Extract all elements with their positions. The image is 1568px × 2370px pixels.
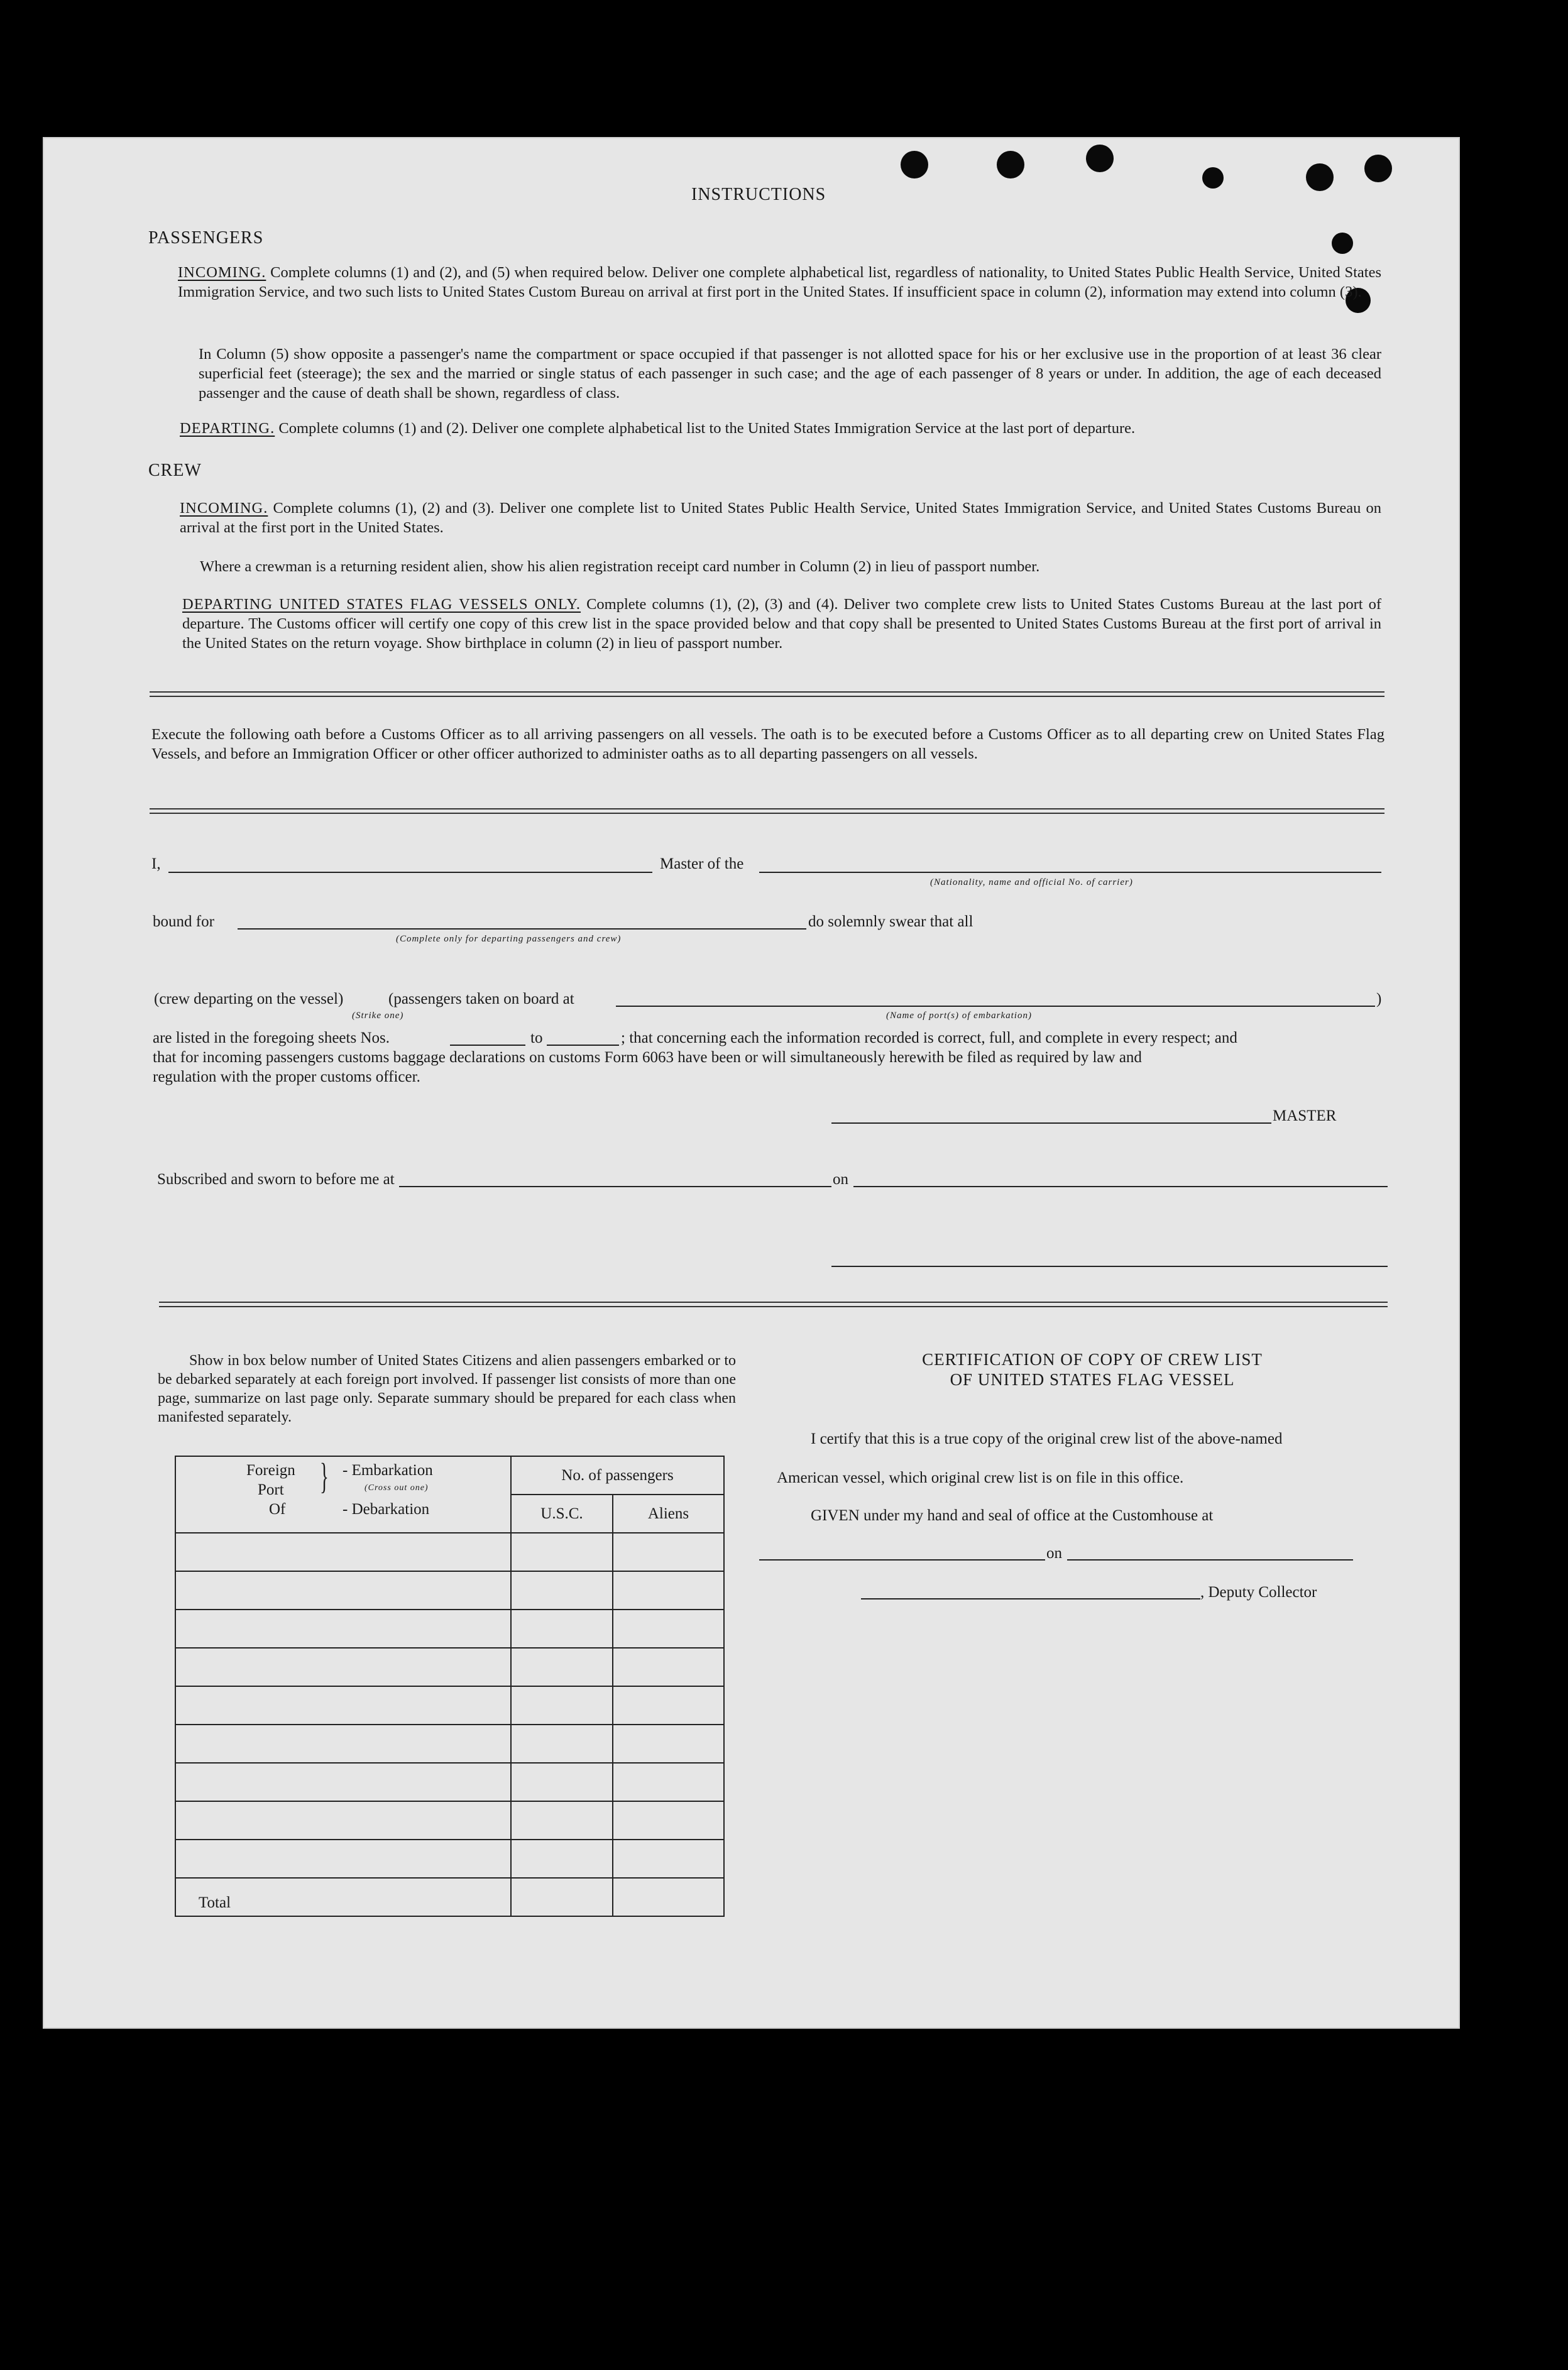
certification-heading-1: CERTIFICATION OF COPY OF CREW LIST (922, 1350, 1263, 1369)
double-rule (150, 808, 1384, 814)
flag-vessels-text: Complete columns (1), (2), (3) and (4). Deliver two complete crew lists to United States Customs Bureau at the last port of departure. The Customs officer will certify one copy of this crew list in the space provided below and that copy shall be presented to United States Customs Bureau at the first port of arrival in the United States on the return voyage. Show birthplace in column (2) in lieu of passport number. (182, 596, 1381, 652)
summary-row (175, 1686, 724, 1725)
passengers-departing-text: Complete columns (1) and (2). Deliver one complete alphabetical list to the United States Immigration Service at the last port of departure. (278, 420, 1136, 437)
summary-row (175, 1763, 724, 1801)
of-label: Of (269, 1501, 286, 1518)
summary-instruction: Show in box below number of United States Citizens and alien passengers embarked or to be debarked separately at each foreign port involved. If passenger list consists of more than one page, summarize on last page only. Separate summary should be prepared for each class when manifested separately. (158, 1352, 736, 1425)
certification-on-label: on (1046, 1545, 1062, 1562)
embarkation-port-field[interactable] (616, 1006, 1375, 1007)
usc-cell[interactable] (511, 1686, 613, 1725)
usc-cell[interactable] (511, 1840, 613, 1878)
aliens-cell[interactable] (613, 1610, 724, 1648)
customhouse-field[interactable] (759, 1559, 1045, 1561)
master-name-field[interactable] (168, 872, 652, 873)
punch-hole (997, 151, 1024, 178)
carrier-field[interactable] (759, 872, 1381, 873)
total-aliens-cell[interactable] (613, 1878, 724, 1916)
port-cell[interactable] (175, 1686, 511, 1725)
aliens-cell[interactable] (613, 1840, 724, 1878)
port-cell[interactable] (175, 1763, 511, 1801)
cross-out-caption: (Cross out one) (365, 1483, 429, 1493)
usc-cell[interactable] (511, 1801, 613, 1840)
passengers-taken-option[interactable]: (passengers taken on board at (388, 990, 574, 1007)
on-label: on (833, 1171, 848, 1188)
flag-vessels-label: DEPARTING UNITED STATES FLAG VESSELS ONLY. (182, 596, 581, 613)
crew-incoming-text: Complete columns (1), (2) and (3). Deliver one complete list to United States Public Health Service, United States Immigration Service, and United States Customs Bureau on arrival at the first port in the United States. (180, 500, 1381, 536)
column5-paragraph: In Column (5) show opposite a passenger's name the compartment or space occupied if that passenger is not allotted space for his or her exclusive use in the proportion of at least 36 clear superficial feet (steerage); the sex and the married or single status of each passenger in such case; and the age of each passenger of 8 years or under. In addition, the age of each deceased passenger and the cause of death shall be shown, regardless of class. (199, 346, 1381, 402)
aliens-cell[interactable] (613, 1725, 724, 1763)
passengers-incoming-text: Complete columns (1) and (2), and (5) when required below. Deliver one complete alphabetical list, regardless of nationality, to United States Public Health Service, United States Immigration Service, and two such lists to United States Custom Bureau on arrival at first port in the United States. If insufficient space in column (2), information may extend into column (3). (178, 264, 1381, 300)
oath-instruction: Execute the following oath before a Customs Officer as to all arriving passengers on all vessels. The oath is to be executed before a Customs Officer as to all departing crew on United States Flag Vessels, and before an Immigration Officer or other officer authorized to administer oaths as to all departing passengers on all vessels. (151, 726, 1384, 762)
aliens-cell[interactable] (613, 1533, 724, 1571)
passengers-incoming-paragraph (178, 263, 1381, 302)
bound-for-field[interactable] (238, 928, 806, 930)
aliens-cell[interactable] (613, 1571, 724, 1610)
certification-date-field[interactable] (1067, 1559, 1353, 1561)
to-label: to (530, 1029, 543, 1046)
nationality-caption: (Nationality, name and official No. of carrier) (930, 877, 1133, 887)
flag-vessels-paragraph (182, 595, 1381, 653)
port-caption: (Name of port(s) of embarkation) (886, 1011, 1032, 1021)
total-usc-cell[interactable] (511, 1878, 613, 1916)
sheet-from-field[interactable] (450, 1045, 525, 1046)
subscribed-label: Subscribed and sworn to before me at (157, 1171, 395, 1188)
oath-i-label: I, (151, 855, 161, 872)
port-cell[interactable] (175, 1840, 511, 1878)
double-rule (159, 1302, 1388, 1307)
summary-row (175, 1725, 724, 1763)
punch-hole (1364, 155, 1392, 182)
bound-for-label: bound for (153, 913, 214, 930)
usc-cell[interactable] (511, 1610, 613, 1648)
usc-cell[interactable] (511, 1725, 613, 1763)
passengers-departing-paragraph (180, 419, 1381, 438)
master-signature-field[interactable] (831, 1122, 1271, 1124)
sworn-place-field[interactable] (399, 1186, 831, 1187)
aliens-cell[interactable] (613, 1686, 724, 1725)
summary-row (175, 1801, 724, 1840)
passengers-departing-label: DEPARTING. (180, 420, 275, 437)
port-cell[interactable] (175, 1801, 511, 1840)
aliens-cell[interactable] (613, 1801, 724, 1840)
aliens-cell[interactable] (613, 1648, 724, 1686)
no-of-passengers-header: No. of passengers (511, 1456, 724, 1495)
deputy-collector-label: , Deputy Collector (1200, 1584, 1317, 1601)
listed-continuation: ; that concerning each the information recorded is correct, full, and complete in every respect; and (621, 1029, 1237, 1046)
deputy-signature-field[interactable] (861, 1598, 1200, 1599)
officer-signature-field[interactable] (831, 1266, 1388, 1267)
sworn-date-field[interactable] (853, 1186, 1388, 1187)
port-label: Port (258, 1481, 284, 1498)
summary-row (175, 1610, 724, 1648)
swear-label: do solemnly swear that all (808, 913, 973, 930)
port-cell[interactable] (175, 1725, 511, 1763)
port-cell[interactable] (175, 1533, 511, 1571)
listed-line-2: that for incoming passengers customs baggage declarations on customs Form 6063 have been or will simultaneously herewith be filed as required by law and (153, 1049, 1142, 1066)
total-label: Total (175, 1878, 511, 1916)
departing-caption: (Complete only for departing passengers and crew) (396, 934, 622, 944)
usc-cell[interactable] (511, 1648, 613, 1686)
port-header-cell (175, 1456, 511, 1533)
returning-resident-paragraph: Where a crewman is a returning resident alien, show his alien registration receipt card number in Column (2) in lieu of passport number. (200, 558, 1040, 575)
summary-rows (175, 1533, 724, 1878)
summary-row (175, 1571, 724, 1610)
passengers-heading: PASSENGERS (148, 228, 264, 248)
port-cell[interactable] (175, 1610, 511, 1648)
usc-cell[interactable] (511, 1533, 613, 1571)
double-rule (150, 691, 1384, 697)
port-cell[interactable] (175, 1648, 511, 1686)
page-title: INSTRUCTIONS (691, 185, 826, 204)
usc-cell[interactable] (511, 1763, 613, 1801)
punch-hole (1306, 163, 1334, 191)
usc-cell[interactable] (511, 1571, 613, 1610)
certify-text: I certify that this is a true copy of the original crew list of the above-named (811, 1430, 1283, 1447)
given-text: GIVEN under my hand and seal of office at the Customhouse at (811, 1507, 1214, 1524)
brace-icon: } (319, 1456, 329, 1496)
master-of-the-label: Master of the (660, 855, 744, 872)
debarkation-label[interactable]: - Debarkation (343, 1501, 430, 1518)
punch-hole (1332, 233, 1353, 254)
summary-row (175, 1840, 724, 1878)
summary-row (175, 1533, 724, 1571)
port-cell[interactable] (175, 1571, 511, 1610)
crew-departing-option[interactable]: (crew departing on the vessel) (154, 990, 344, 1007)
close-paren: ) (1376, 990, 1382, 1007)
usc-header: U.S.C. (511, 1495, 613, 1533)
passengers-incoming-label: INCOMING. (178, 264, 266, 281)
punch-hole (901, 151, 928, 178)
embarkation-label[interactable]: - Embarkation (343, 1462, 433, 1479)
form-page (43, 137, 1460, 2029)
punch-hole (1086, 145, 1114, 172)
crew-incoming-paragraph (180, 498, 1381, 537)
american-vessel-text: American vessel, which original crew list is on file in this office. (777, 1469, 1184, 1486)
crew-heading: CREW (148, 461, 202, 480)
summary-row (175, 1648, 724, 1686)
listed-label: are listed in the foregoing sheets Nos. (153, 1029, 390, 1046)
aliens-header: Aliens (613, 1495, 724, 1533)
punch-hole (1202, 167, 1224, 189)
listed-line-3: regulation with the proper customs officer. (153, 1068, 420, 1085)
master-label: MASTER (1273, 1107, 1337, 1124)
aliens-cell[interactable] (613, 1763, 724, 1801)
foreign-label: Foreign (246, 1462, 295, 1479)
summary-table (175, 1456, 725, 1917)
sheet-to-field[interactable] (547, 1045, 619, 1046)
crew-incoming-label: INCOMING. (180, 500, 268, 517)
certification-heading-2: OF UNITED STATES FLAG VESSEL (950, 1370, 1235, 1389)
strike-one-caption: (Strike one) (352, 1011, 404, 1021)
